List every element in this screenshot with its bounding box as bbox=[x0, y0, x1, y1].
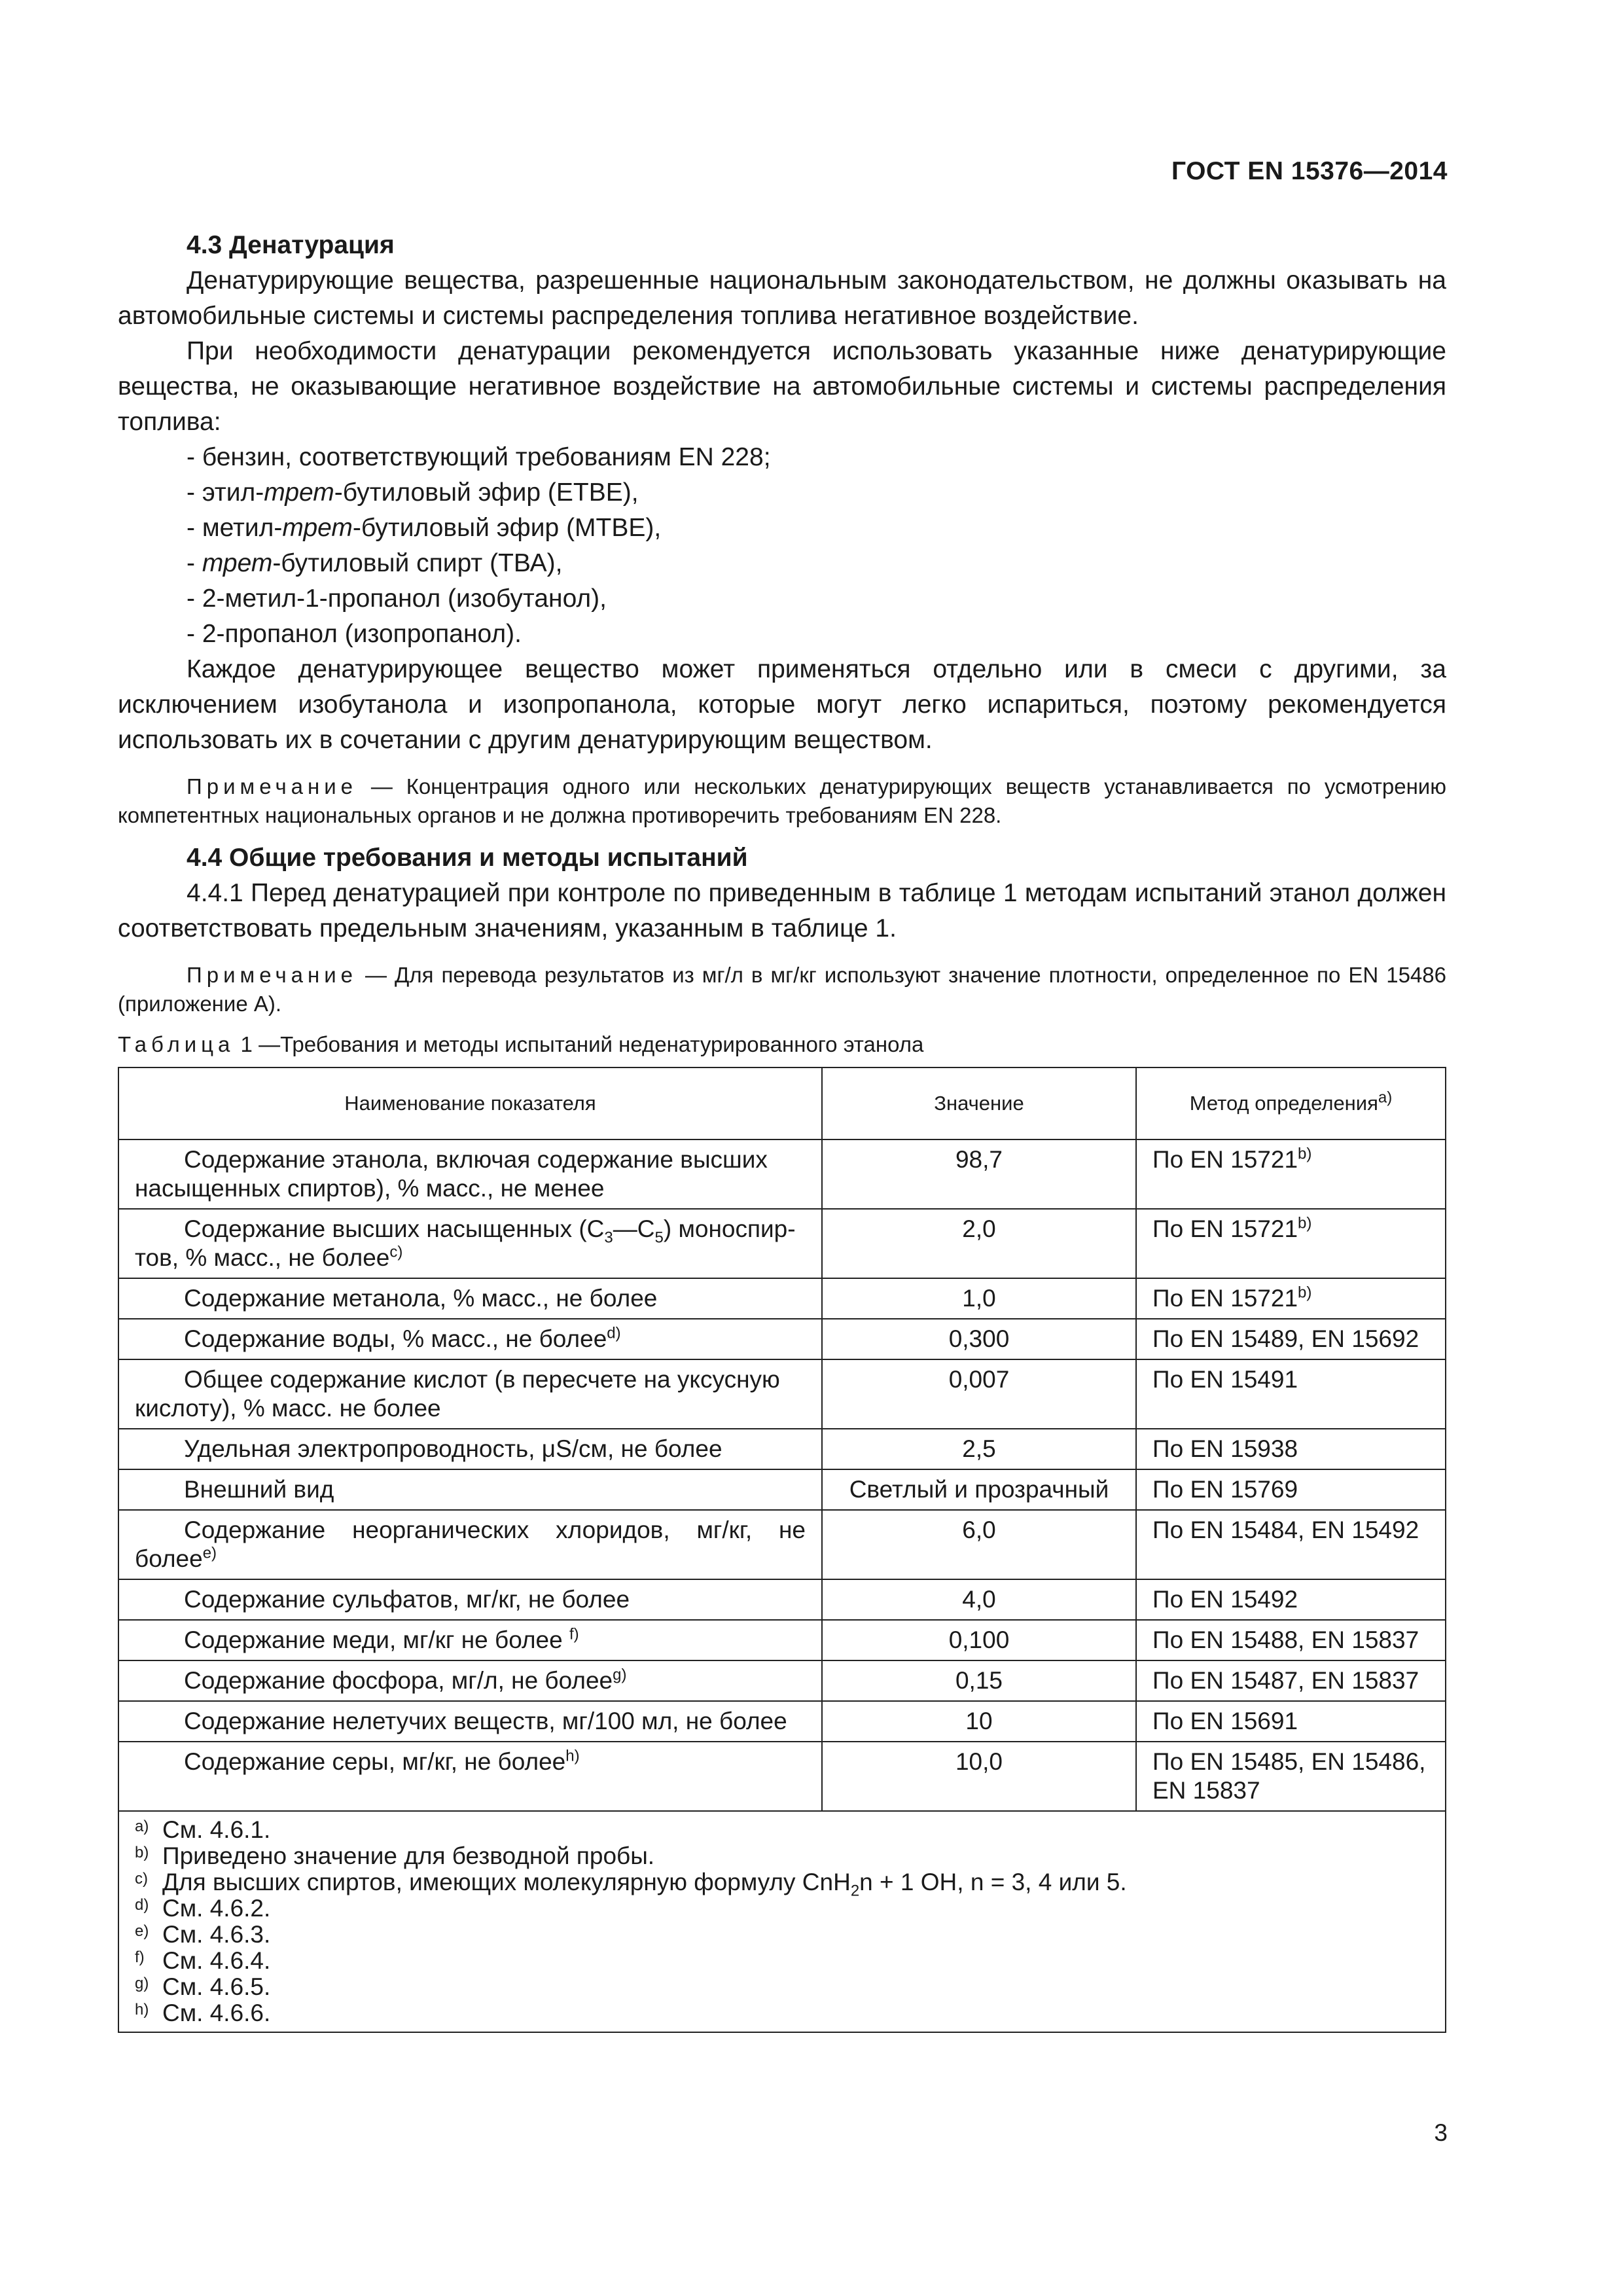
requirements-table bbox=[118, 1067, 1446, 2033]
row-value: 10,0 bbox=[822, 1742, 1136, 1811]
footnote: h) См. 4.6.6. bbox=[135, 2000, 271, 2026]
row-name: Общее содержание кислот (в пересчете на уксусную кислоту), % масс. не более bbox=[118, 1359, 822, 1429]
row-name: Содержание метанола, % масс., не более bbox=[118, 1278, 822, 1319]
row-method: По EN 15721$^{b)}$ bbox=[1136, 1139, 1446, 1209]
table-row bbox=[118, 1139, 1446, 1209]
header-value: Значение bbox=[822, 1067, 1136, 1139]
header-name: Наименование показателя bbox=[118, 1067, 822, 1139]
row-method: По EN 15691 bbox=[1136, 1701, 1446, 1742]
table-row bbox=[118, 1701, 1446, 1742]
table-header-row bbox=[118, 1067, 1446, 1139]
row-method: По EN 15721$^{b)}$ bbox=[1136, 1209, 1446, 1278]
table-row bbox=[118, 1620, 1446, 1660]
table-row bbox=[118, 1469, 1446, 1510]
list-item: - 2-пропанол (изопропанол). bbox=[187, 620, 522, 648]
row-method: По EN 15484, EN 15492 bbox=[1136, 1510, 1446, 1579]
row-name: Содержание высших насыщенных $(C_3—C_5)$ моноспир- тов, % масс., не более$^{c)}$ bbox=[118, 1209, 822, 1278]
row-value: 6,0 bbox=[822, 1510, 1136, 1579]
section-4-4-note: Примечание — Для перевода результатов из мг/л в мг/кг используют значение плотности, определенное по EN 15486 (приложение А). bbox=[118, 963, 1446, 1016]
row-value: 4,0 bbox=[822, 1579, 1136, 1620]
footnote: c) Для высших спиртов, имеющих молекулярную формулу CnH$_2$n + 1 OH, n = 3, 4 или 5. bbox=[135, 1869, 1127, 1900]
row-method: По EN 15492 bbox=[1136, 1579, 1446, 1620]
row-method: По EN 15721$^{b)}$ bbox=[1136, 1278, 1446, 1319]
table-row bbox=[118, 1359, 1446, 1429]
section-4-4-paragraph-1: 4.4.1 Перед денатурацией при контроле по приведенным в таблице 1 методам испытаний этанол должен соответствовать предельным значениям, указанным в таблице 1. bbox=[118, 879, 1446, 942]
table-caption: Таблица 1 —Требования и методы испытаний неденатурированного этанола bbox=[118, 1032, 924, 1056]
section-4-3-paragraph-1: Денатурирующие вещества, разрешенные национальным законодательством, не должны оказывать на автомобильные системы и системы распределения топлива негативное воздействие. bbox=[118, 266, 1446, 330]
row-name: Удельная электропроводность, μS/см, не более bbox=[118, 1429, 822, 1469]
section-4-4-title: 4.4 Общие требования и методы испытаний bbox=[187, 844, 748, 872]
row-value: 0,007 bbox=[822, 1359, 1136, 1429]
section-4-3-title: 4.3 Денатурация bbox=[187, 231, 395, 259]
table-row bbox=[118, 1742, 1446, 1811]
row-name: Внешний вид bbox=[118, 1469, 822, 1510]
row-method: По EN 15938 bbox=[1136, 1429, 1446, 1469]
list-item: - трет-бутиловый спирт (ТВА), bbox=[187, 549, 563, 577]
table-footnotes bbox=[118, 1811, 1446, 2032]
list-item: - 2-метил-1-пропанол (изобутанол), bbox=[187, 584, 607, 613]
table-row bbox=[118, 1429, 1446, 1469]
list-item: - бензин, соответствующий требованиям EN 228; bbox=[187, 443, 771, 471]
footnote: e) См. 4.6.3. bbox=[135, 1921, 271, 1948]
row-name: Содержание неорганических хлоридов, мг/кг, не более$^{e)}$ bbox=[118, 1510, 822, 1579]
row-name: Содержание воды, % масс., не более$^{d)}$ bbox=[118, 1319, 822, 1359]
row-name: Содержание этанола, включая содержание высших насыщенных спиртов), % масс., не менее bbox=[118, 1139, 822, 1209]
row-value: 0,100 bbox=[822, 1620, 1136, 1660]
row-name: Содержание сульфатов, мг/кг, не более bbox=[118, 1579, 822, 1620]
list-item: - этил-трет-бутиловый эфир (ETBE), bbox=[187, 478, 639, 507]
row-value: 1,0 bbox=[822, 1278, 1136, 1319]
page-content bbox=[118, 228, 1446, 2033]
section-4-3-paragraph-3: Каждое денатурирующее вещество может применяться отдельно или в смеси с другими, за исключением изобутанола и изопропанола, которые могут легко испариться, поэтому рекомендуется использовать их в сочетании с другим денатурирующим веществом. bbox=[118, 655, 1446, 754]
row-method: По EN 15487, EN 15837 bbox=[1136, 1660, 1446, 1701]
row-value: 98,7 bbox=[822, 1139, 1136, 1209]
denaturant-list bbox=[118, 440, 1446, 652]
row-value: Светлый и прозрачный bbox=[822, 1469, 1136, 1510]
row-value: 0,300 bbox=[822, 1319, 1136, 1359]
section-4-3-paragraph-2: При необходимости денатурации рекомендуется использовать указанные ниже денатурирующие вещества, не оказывающие негативное воздействие на автомобильные системы и системы распределения топлива: bbox=[118, 337, 1446, 436]
row-value: 2,5 bbox=[822, 1429, 1136, 1469]
section-4-3-note: Примечание — Концентрация одного или нескольких денатурирующих веществ устанавливается по усмотрению компетентных национальных органов и не должна противоречить требованиям EN 228. bbox=[118, 774, 1446, 827]
table-row bbox=[118, 1209, 1446, 1278]
footnote: f) См. 4.6.4. bbox=[135, 1947, 271, 1974]
row-method: По EN 15489, EN 15692 bbox=[1136, 1319, 1446, 1359]
row-name: Содержание нелетучих веществ, мг/100 мл, не более bbox=[118, 1701, 822, 1742]
header-method: Метод определения$^{a)}$ bbox=[1136, 1067, 1446, 1139]
row-value: 2,0 bbox=[822, 1209, 1136, 1278]
row-name: Содержание меди, мг/кг не более $^{f)}$ bbox=[118, 1620, 822, 1660]
footnote: b) Приведено значение для безводной пробы. bbox=[135, 1842, 655, 1869]
row-method: По EN 15491 bbox=[1136, 1359, 1446, 1429]
list-item: - метил-трет-бутиловый эфир (MTBE), bbox=[187, 514, 662, 542]
footnote: a) См. 4.6.1. bbox=[135, 1816, 271, 1843]
footnote: g) См. 4.6.5. bbox=[135, 1973, 271, 2000]
table-row bbox=[118, 1660, 1446, 1701]
row-method: По EN 15485, EN 15486, EN 15837 bbox=[1136, 1742, 1446, 1811]
footnote: d) См. 4.6.2. bbox=[135, 1895, 271, 1922]
row-name: Содержание серы, мг/кг, не более$^{h)}$ bbox=[118, 1742, 822, 1811]
row-method: По EN 15488, EN 15837 bbox=[1136, 1620, 1446, 1660]
table-row bbox=[118, 1319, 1446, 1359]
row-name: Содержание фосфора, мг/л, не более$^{g)}$ bbox=[118, 1660, 822, 1701]
page-number: 3 bbox=[1434, 2119, 1448, 2146]
row-method: По EN 15769 bbox=[1136, 1469, 1446, 1510]
table-footnotes-row bbox=[118, 1811, 1446, 2032]
table-row bbox=[118, 1510, 1446, 1579]
row-value: 0,15 bbox=[822, 1660, 1136, 1701]
table-row bbox=[118, 1278, 1446, 1319]
row-value: 10 bbox=[822, 1701, 1136, 1742]
table-row bbox=[118, 1579, 1446, 1620]
document-id: ГОСТ EN 15376—2014 bbox=[1171, 157, 1448, 185]
